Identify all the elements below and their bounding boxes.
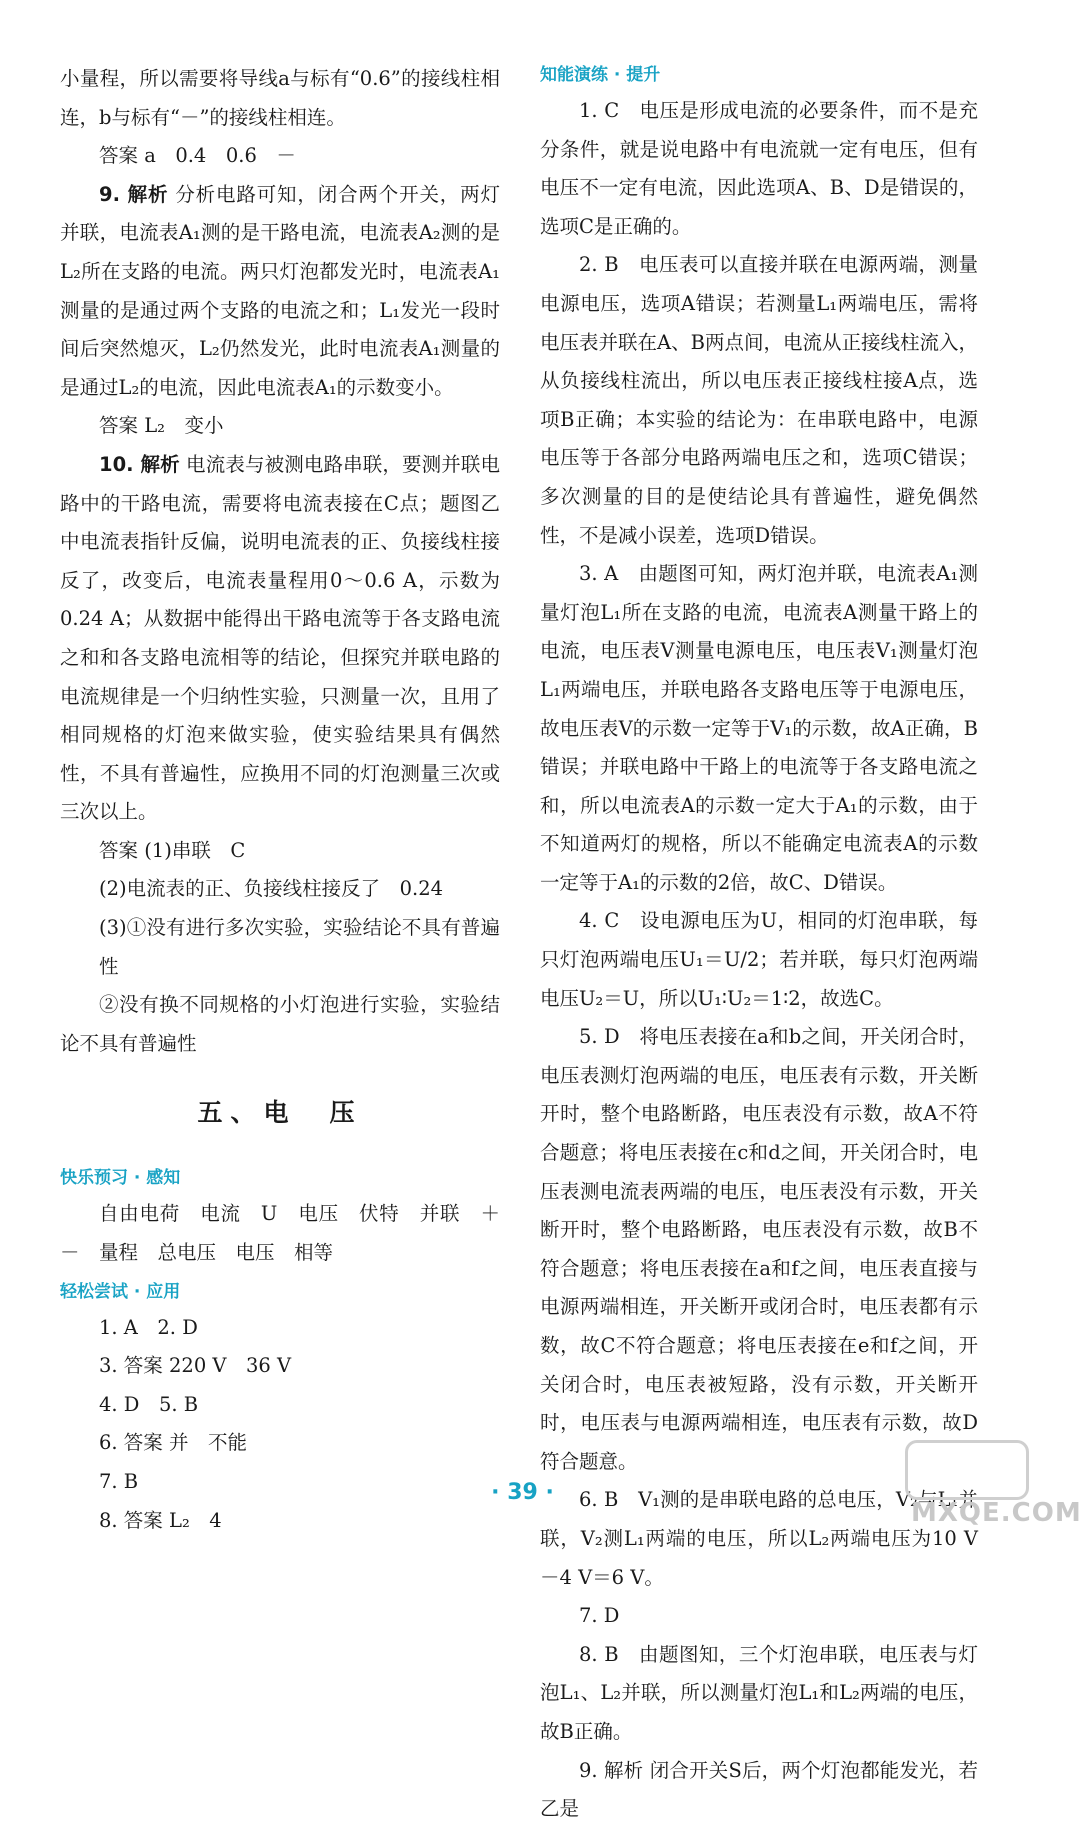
solution-text: 分析电路可知，闭合两个开关，两灯并联，电流表A₁测的是干路电流，电流表A₂测的是L₂所在支路的电流。两只灯泡都发光时，电流表A₁测量的是通过两个支路的电流之和；L₁发光一段时间后突然熄灭，L₂仍然发光，此时电流表A₁测量的是通过L₂的电流，因此电流表A₁的示数变小。 <box>60 182 500 399</box>
answer-10-4: ②没有换不同规格的小灯泡进行实验，实验结论不具有普遍性 <box>60 993 500 1055</box>
section-heading-practice: 知能演练 · 提升 <box>540 65 661 85</box>
preview-answers: 自由电荷 电流 U 电压 伏特 并联 ＋ － 量程 总电压 电压 相等 <box>60 1202 520 1265</box>
page-number: · 39 · <box>491 1480 554 1505</box>
practice-answer: 2. B 电压表可以直接并联在电源两端，测量电源电压，选项A错误；若测量L₁两端电压，需将电压表并联在A、B两点间，电流从正接线柱流入，从负接线柱流出，所以电压表正接线柱接A点，选项B正确；本实验的结论为：在串联电路中，电源电压等于各部分电路两端电压之和，选项C错误；多次测量的目的是使结论具有普遍性，避免偶然性，不是减小误差，选项D错误。 <box>540 253 978 547</box>
practice-answer: 4. C 设电源电压为U，相同的灯泡串联，每只灯泡两端电压U₁＝U/2；若并联，每只灯泡两端电压U₂＝U，所以U₁∶U₂＝1∶2，故选C。 <box>540 909 978 1010</box>
answer-8: 答案 a 0.4 0.6 － <box>99 144 296 168</box>
solution-10 <box>60 446 500 832</box>
answer-line: 6. 答案 并 不能 <box>99 1431 248 1455</box>
answer-9: 答案 L₂ 变小 <box>99 414 224 438</box>
solution-label: 9. 解析 <box>99 182 169 206</box>
practice-answer: 6. B V₁测的是串联电路的总电压，V₂与L₁并联，V₂测L₁两端的电压，所以L₂两端电压为10 V－4 V＝6 V。 <box>540 1488 978 1589</box>
practice-answer: 9. 解析 闭合开关S后，两个灯泡都能发光，若乙是 <box>540 1758 978 1821</box>
chapter-title: 五、电 压 <box>197 1098 363 1128</box>
watermark-box-icon <box>905 1440 1029 1500</box>
answer-10-3: (3)①没有进行多次实验，实验结论不具有普遍性 <box>99 916 500 978</box>
left-column <box>60 60 520 1540</box>
practice-answer: 5. D 将电压表接在a和b之间，开关闭合时，电压表测灯泡两端的电压，电压表有示数，开关断开时，整个电路断路，电压表没有示数，故A不符合题意；将电压表接在c和d之间，开关闭合时，电压表测电流表两端的电压，电压表没有示数，开关断开时，整个电路断路，电压表没有示数，故B不符合题意；将电压表接在a和f之间，电压表直接与电源两端相连，开关断开或闭合时，电压表都有示数，故C不符合题意；将电压表接在e和f之间，开关闭合时，电压表被短路，没有示数，开关断开时，电压表与电源两端相连，电压表有示数，故D符合题意。 <box>540 1025 978 1473</box>
answer-line: 7. B <box>99 1470 139 1493</box>
practice-answer: 1. C 电压是形成电流的必要条件，而不是充分条件，就是说电路中有电流就一定有电压，但有电压不一定有电流，因此选项A、B、D是错误的，选项C是正确的。 <box>540 99 978 238</box>
solution-text: 电流表与被测电路串联，要测并联电路中的干路电流，需要将电流表接在C点；题图乙中电流表指针反偏，说明电流表的正、负接线柱接反了，改变后，电流表量程用0～0.6 A，示数为0.24 A；从数据中能得出干路电流等于各支路电流之和和各支路电流相等的结论，但探究并联电路的电流规律是一个归纳性实验，只测量一次，且用了相同规格的灯泡来做实验，使实验结果具有偶然性，不具有普遍性，应换用不同的灯泡测量三次或三次以上。 <box>60 452 500 824</box>
answer-10-1: 答案 (1)串联 C <box>99 838 246 862</box>
solution-label: 10. 解析 <box>99 452 180 476</box>
answer-line: 8. 答案 L₂ 4 <box>99 1508 222 1532</box>
solution-9 <box>60 176 500 408</box>
practice-answer: 3. A 由题图可知，两灯泡并联，电流表A₁测量灯泡L₁所在支路的电流，电流表A测量干路上的电流，电压表V测量电源电压，电压表V₁测量灯泡L₁两端电压，并联电路各支路电压等于电源电压，故电压表V的示数一定等于V₁的示数，故A正确，B错误；并联电路中干路上的电流等于各支路电流之和，所以电流表A的示数一定大于A₁的示数，由于不知道两灯的规格，所以不能确定电流表A的示数一定等于A₁的示数的2倍，故C、D错误。 <box>540 562 978 894</box>
paragraph: 小量程，所以需要将导线a与标有“0.6”的接线柱相连，b与标有“－”的接线柱相连。 <box>60 67 500 129</box>
answer-line: 4. D 5. B <box>99 1392 199 1416</box>
watermark-text: MXQE.COM <box>911 1498 1082 1528</box>
section-heading-preview: 快乐预习 · 感知 <box>60 1168 181 1189</box>
answer-line: 3. 答案 220 V 36 V <box>99 1354 292 1378</box>
right-column <box>540 60 978 1829</box>
answer-10-2: (2)电流表的正、负接线柱接反了 0.24 <box>99 877 444 901</box>
practice-answer: 7. D <box>579 1604 620 1628</box>
watermark-logo <box>905 1440 1082 1530</box>
practice-answer: 8. B 由题图知，三个灯泡串联，电压表与灯泡L₁、L₂并联，所以测量灯泡L₁和L₂两端的电压，故B正确。 <box>540 1642 978 1743</box>
section-heading-try: 轻松尝试 · 应用 <box>60 1281 181 1302</box>
answer-line: 1. A 2. D <box>99 1315 198 1339</box>
